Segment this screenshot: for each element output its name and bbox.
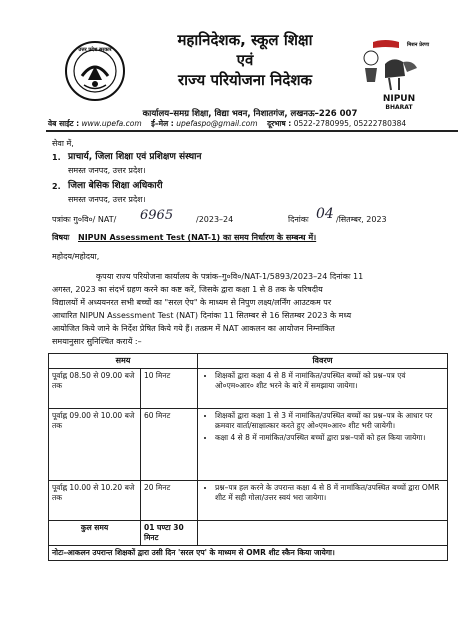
date-day-handwritten: 04 xyxy=(316,206,334,222)
header-divider xyxy=(46,130,458,132)
up-emblem-logo xyxy=(64,40,126,102)
right-logo-brand: NIPUN xyxy=(382,94,416,104)
date-label: दिनांकः xyxy=(288,215,309,224)
addressee-1-sub: समस्त जनपद, उत्तर प्रदेश। xyxy=(68,166,146,175)
para-line-2: अगस्त, 2023 का संदर्भ ग्रहण करने का कष्ट करें, जिसके द्वारा कक्षा 1 से 8 तक के परिषदीय xyxy=(52,285,323,294)
detail-point: • शिक्षकों द्वारा कक्षा 1 से 3 में नामांकित/उपस्थित बच्चों का प्रश्न–पत्र के आधार पर क्रमवार वार्ता/साक्षात्कार करते हुए ओ०एम०आर० शीट भरी जायेगी। xyxy=(215,411,444,431)
detail-point: • कक्षा 4 से 8 में नामांकित/उपस्थित बच्चों द्वारा प्रश्न–पत्रों को हल किया जायेगा। xyxy=(215,433,444,443)
header-title-line2: एवं xyxy=(236,51,254,69)
addressee-2: जिला बेसिक शिक्षा अधिकारी xyxy=(68,181,163,191)
row-detail xyxy=(198,409,448,481)
para-line-1: कृपया राज्य परियोजना कार्यालय के पत्रांक–गु०वि०/NAT-1/5893/2023–24 दिनांकः 11 xyxy=(96,272,364,281)
phone-label: दूरभाष : xyxy=(267,119,292,128)
header-title-line3: राज्य परियोजना निदेशक xyxy=(177,71,313,89)
row-time: पूर्वाह्न 08.50 से 09.00 बजे तक xyxy=(49,369,141,409)
para-line-5: आयोजित किये जाने के निर्देश प्रेषित किये गये हैं। तत्क्रम में NAT आकलन का आयोजन निम्नांकित xyxy=(52,324,335,333)
row-time: पूर्वाह्न 09.00 से 10.00 बजे तक xyxy=(49,409,141,481)
note-row xyxy=(49,546,448,561)
addressee-1-number: 1. xyxy=(52,153,61,162)
schedule-table xyxy=(48,353,448,561)
table-row xyxy=(49,369,448,409)
subject-label: विषयः xyxy=(52,233,70,242)
row-duration: 10 मिनट xyxy=(141,369,198,409)
total-label: कुल समय xyxy=(49,521,141,546)
right-logo-top-text: मिशन प्रेरणा xyxy=(407,42,430,48)
addressee-1: प्राचार्य, जिला शिक्षा एवं प्रशिक्षण संस्थान xyxy=(68,152,202,162)
phone-number: 0522-2780995, 05222780384 xyxy=(293,119,407,128)
addressee-2-number: 2. xyxy=(52,182,61,191)
letter-number-handwritten: 6965 xyxy=(140,208,174,223)
contact-line xyxy=(48,119,458,129)
table-header-row xyxy=(49,354,448,369)
detail-point: • शिक्षकों द्वारा कक्षा 4 से 8 में नामांकित/उपस्थित बच्चों को प्रश्न–पत्र एवं ओ०एम०आर० शीट भरने के बारे में समझाया जायेगा। xyxy=(215,371,444,391)
header-detail: विवरण xyxy=(198,354,448,369)
email-link[interactable]: upefaspo@gmail.com xyxy=(176,119,258,128)
letter-year: /2023–24 xyxy=(196,215,234,224)
row-time: पूर्वाह्न 10.00 से 10.20 बजे तक xyxy=(49,481,141,521)
row-detail xyxy=(198,481,448,521)
row-duration: 20 मिनट xyxy=(141,481,198,521)
patrank-label: पत्रांकः गु०वि०/ NAT/ xyxy=(52,215,117,224)
para-line-3: विद्यालयों में अध्ययनरत सभी बच्चों का "सरल ऐप" के माध्यम से निपुण लक्ष्य/लर्निंग आउटकम पर xyxy=(52,298,332,307)
row-detail xyxy=(198,369,448,409)
para-line-4: आधारित NIPUN Assessment Test (NAT) दिनांकः 11 सितम्बर से 16 सितम्बर 2023 के मध्य xyxy=(52,311,352,320)
table-row xyxy=(49,481,448,521)
right-logo-sub: BHARAT xyxy=(385,104,413,111)
subject-text: NIPUN Assessment Test (NAT-1) का समय निर्धारण के सम्बन्ध में। xyxy=(78,233,317,242)
detail-point: • प्रश्न–पत्र हल करने के उपरान्त कक्षा 4 से 8 में नामांकित/उपस्थित बच्चों द्वारा OMR शीट में सही गोला/उत्तर स्वयं भरा जायेगा। xyxy=(215,483,444,503)
office-address: कार्यालय–समग्र शिक्षा, विद्या भवन, निशातगंज, लखनऊ–226 007 xyxy=(142,109,358,119)
header-title-line1: महानिदेशक, स्कूल शिक्षा xyxy=(177,31,313,49)
note-text: नोटः–आकलन उपरान्त शिक्षकों द्वारा उसी दिन 'सरल एप' के माध्यम से OMR शीट स्कैन किया जायेगा। xyxy=(49,546,448,561)
website-link[interactable]: www.upefa.com xyxy=(81,119,142,128)
email-label: ई–मेल : xyxy=(151,119,174,128)
total-empty xyxy=(198,521,448,546)
total-value: 01 घण्टा 30 मिनट xyxy=(141,521,198,546)
table-row xyxy=(49,409,448,481)
left-logo-text: उत्तर प्रदेश सरकार xyxy=(78,47,112,53)
date-rest: /सितम्बर, 2023 xyxy=(336,215,387,224)
para-line-6: समयानुसार सुनिश्चित करायें :– xyxy=(52,337,142,346)
addressee-2-sub: समस्त जनपद, उत्तर प्रदेश। xyxy=(68,195,146,204)
nipun-bharat-logo xyxy=(355,38,433,113)
header-time: समय xyxy=(49,354,198,369)
seva-line: सेवा में, xyxy=(52,139,74,148)
salutation: महोदय/महोदया, xyxy=(52,252,100,261)
row-duration: 60 मिनट xyxy=(141,409,198,481)
total-row xyxy=(49,521,448,546)
web-label: वेब साईट : xyxy=(48,119,80,128)
